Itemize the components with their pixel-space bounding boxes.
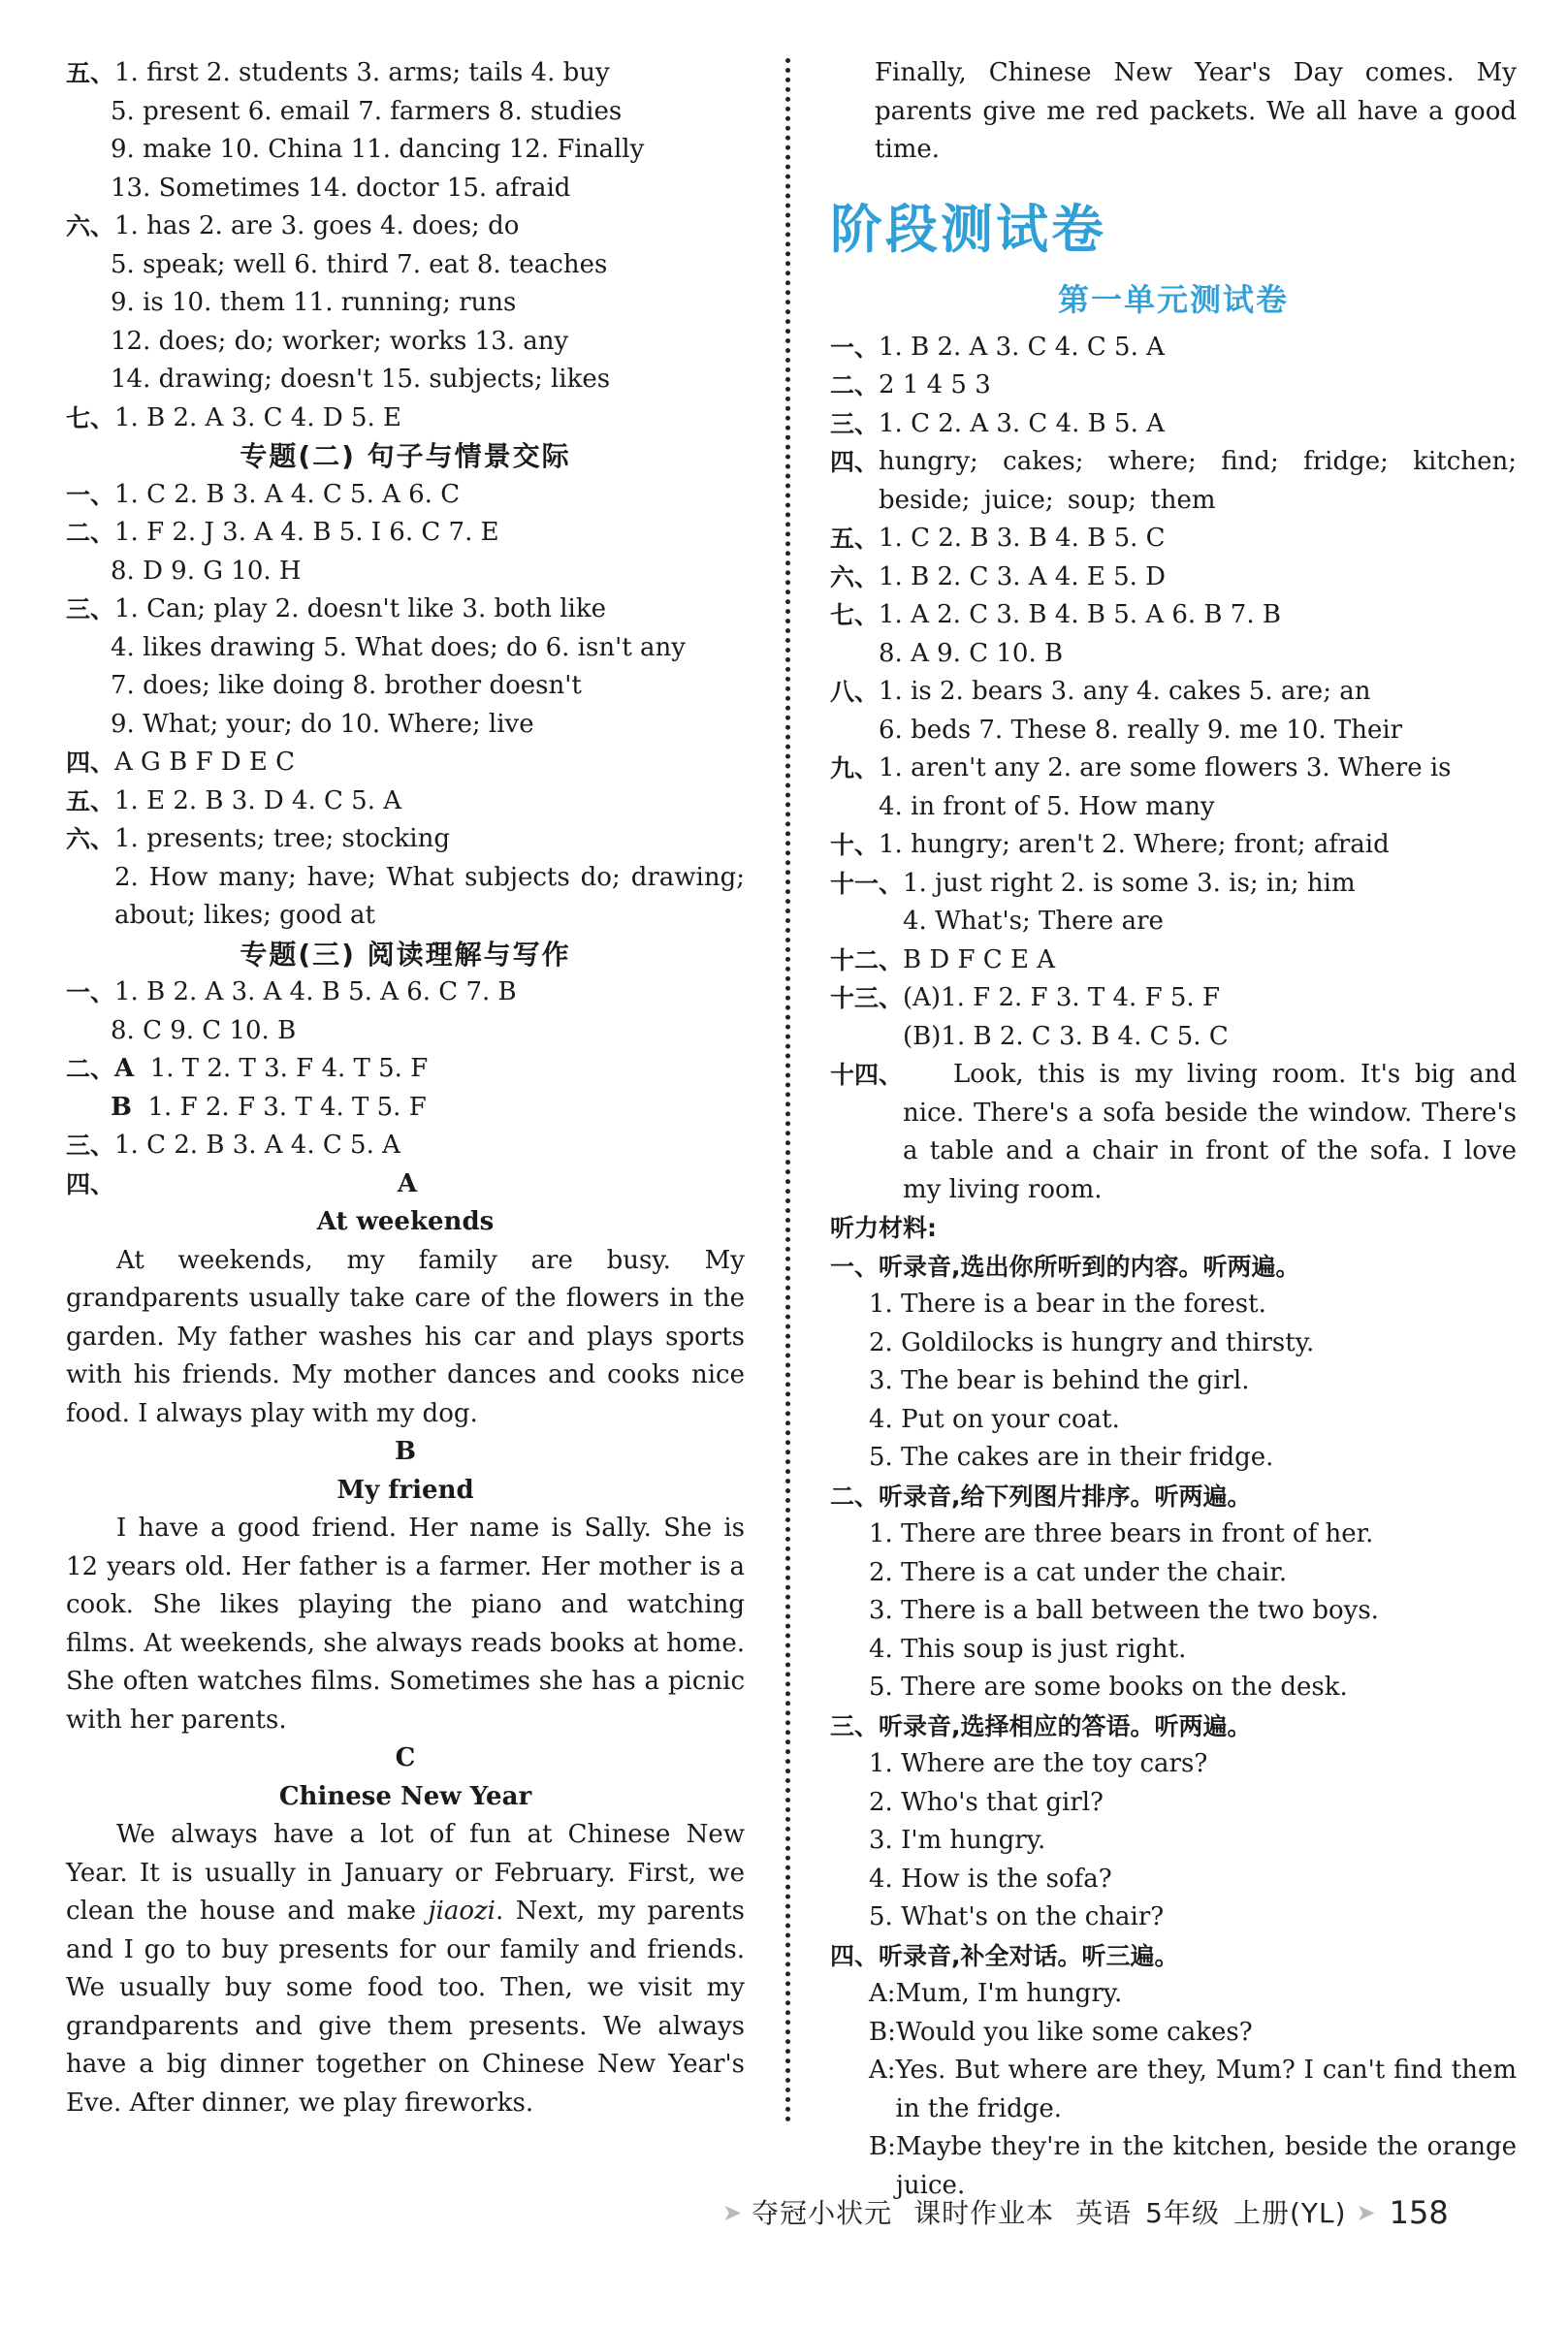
part-label: A [114,1054,135,1083]
listening-item: 3. I'm hungry. [869,1826,1046,1855]
left-column [66,54,745,2122]
topic-2-section-5 [66,782,745,821]
essay-letter: B [395,1437,416,1466]
answer-line: 1. F 2. J 3. A 4. B 5. I 6. C 7. E [114,518,499,547]
answer-line: 8. A 9. C 10. B [879,638,1064,668]
test-q10 [830,826,1517,865]
topic-3-section-4 [66,1165,745,1204]
speaker: A: [869,1979,896,2008]
answer-line: 1. hungry; aren't 2. Where; front; afraid [879,830,1390,859]
answer-line: hungry; cakes; where; find; fridge; kitchen; beside; juice; soup; them [879,447,1517,515]
essay-b [66,1433,745,1739]
section-label: 三、 [66,1132,115,1160]
answer-line: 5. speak; well 6. third 7. eat 8. teaches [111,249,608,279]
section-label: 七、 [66,403,115,432]
listening-item: 2. Goldilocks is hungry and thirsty. [869,1327,1315,1357]
listening-item: 4. How is the sofa? [869,1864,1112,1894]
section-label: 十一、 [830,869,904,898]
section-label: 一、 [66,978,115,1006]
section-label: 六、 [830,562,880,591]
topic-3-heading: 专题(三) 阅读理解与写作 [240,938,571,971]
answer-line: 1. presents; tree; stocking [114,824,450,853]
listening-item: 3. The bear is behind the girl. [869,1366,1250,1395]
answer-line: 5. present 6. email 7. farmers 8. studies [111,96,623,126]
section-label: 二、 [830,371,880,399]
speaker: B: [869,2017,896,2047]
answer-line: 1. C 2. A 3. C 4. B 5. A [879,408,1165,438]
section-label: 六、 [66,212,115,240]
section-label: 二、 [66,519,115,547]
test-q9 [830,749,1517,826]
answer-line: 1. Can; play 2. doesn't like 3. both like [114,594,607,623]
test-q2 [830,367,1517,405]
essay-c [66,1739,745,2122]
listening-part-title: 一、听录音,选出你所听到的内容。听两遍。 [830,1252,1300,1281]
topic-2-heading: 专题(二) 句子与情景交际 [240,440,571,472]
listening-part-1 [830,1248,1517,1478]
answer-line: (A)1. F 2. F 3. T 4. F 5. F [903,983,1220,1012]
section-label: 十四、 [830,1061,904,1089]
answer-line: 1. just right 2. is some 3. is; in; him [903,868,1356,898]
column-divider [785,58,790,2123]
writing-answer: Look, this is my living room. It's big and nice. There's a sofa beside the window. There's a table and a chair in front of the sofa. I love my living room. [903,1060,1517,1204]
listening-item: 2. There is a cat under the chair. [869,1557,1288,1587]
chevron-right-icon: ➤ [722,2199,743,2227]
section-label: 八、 [830,678,880,706]
section-label: 七、 [830,601,880,629]
answer-line: 12. does; do; worker; works 13. any [111,326,569,356]
listening-part-3 [830,1707,1517,1937]
section-label: 六、 [66,825,115,853]
answer-line: 1. C 2. B 3. B 4. B 5. C [879,524,1166,553]
test-q1 [830,329,1517,367]
listening-item: 4. This soup is just right. [869,1634,1187,1664]
listening-part-title: 四、听录音,补全对话。听三遍。 [830,1941,1179,1970]
test-q11 [830,865,1517,941]
speaker: B: [869,2132,896,2161]
answer-line: 1. aren't any 2. are some flowers 3. Where is [879,753,1452,782]
dialogue-line [830,2014,1517,2053]
listening-part-title: 三、听录音,选择相应的答语。听两遍。 [830,1711,1252,1740]
essay-title: At weekends [316,1207,495,1236]
answer-line: 4. What's; There are [903,907,1164,936]
listening-part-title: 二、听录音,给下列图片排序。听两遍。 [830,1482,1252,1511]
section-label: 三、 [66,595,115,623]
listening-item: 1. There is a bear in the forest. [869,1290,1266,1319]
right-column [830,54,1517,2205]
topic-2-section-4 [66,744,745,782]
section-label: 四、 [66,749,115,777]
topic-3-section-1 [66,973,745,1012]
listening-part-2 [830,1478,1517,1707]
answer-line: B D F C E A [903,944,1055,974]
answer-line: 1. A 2. C 3. B 4. B 5. A 6. B 7. B [879,600,1281,629]
answer-section-7 [66,399,745,438]
chevron-right-icon: ➤ [1356,2199,1376,2227]
section-label: 十二、 [830,945,904,974]
answer-line: 1. first 2. students 3. arms; tails 4. buy [114,58,610,87]
footer-book: 课时作业本 [913,2197,1055,2230]
answer-line: 6. beds 7. These 8. really 9. me 10. Their [879,715,1403,745]
answer-line: 1. C 2. B 3. A 4. C 5. A 6. C [114,479,461,509]
essay-title: Chinese New Year [278,1781,532,1811]
essay-italic-word: jiaozi [428,1897,496,1926]
answer-line: 1. is 2. bears 3. any 4. cakes 5. are; an [879,677,1371,706]
answer-line: 4. in front of 5. How many [879,791,1215,821]
essay-body: At weekends, my family are busy. My grandparents usually take care of the flowers in the garden. My father washes his car and plays sports with his friends. My mother dances and cooks nice food. I always play with my dog. [66,1245,745,1428]
dialogue-text: Maybe they're in the kitchen, beside the orange juice. [895,2132,1517,2200]
essay-title: My friend [336,1475,474,1505]
section-label: 一、 [830,333,880,362]
answer-line: 1. B 2. A 3. C 4. C 5. A [879,332,1165,362]
answer-section-5 [66,54,745,93]
test-q3 [830,405,1517,444]
section-label: 五、 [830,525,880,553]
test-q12 [830,941,1517,980]
section-label: 四、 [830,448,880,476]
section-label: 五、 [66,786,115,815]
dialogue-text: Yes. But where are they, Mum? I can't find them in the fridge. [895,2056,1517,2123]
section-label: 二、 [66,1055,115,1083]
dialogue-text: Would you like some cakes? [895,2017,1253,2047]
footer-volume: 上册(YL) [1232,2197,1347,2230]
unit-1-test-title: 第一单元测试卷 [1057,280,1289,318]
page-number: 158 [1389,2194,1449,2232]
topic-3-section-3 [66,1127,745,1165]
dialogue-line [830,1975,1517,2014]
section-label: 十、 [830,831,880,859]
answer-line: 9. What; your; do 10. Where; live [111,709,534,739]
footer-grade: 5年级 [1145,2197,1220,2230]
answer-line: 1. has 2. are 3. goes 4. does; do [114,211,520,240]
essay-body: I have a good friend. Her name is Sally. She is 12 years old. Her father is a farmer. Her mother is a cook. She likes playing the piano and watching films. At weekends, she always reads books at home. She often watches films. Sometimes she has a picnic with her parents. [66,1514,745,1735]
section-label: 三、 [830,409,880,438]
essay-body [66,1816,745,2122]
answer-line: 8. D 9. G 10. H [111,556,302,586]
part-label: B [111,1092,132,1122]
answer-line: 1. F 2. F 3. T 4. T 5. F [147,1092,427,1122]
essay-letter: C [395,1743,416,1772]
answer-line: A G B F D E C [114,748,296,777]
essay-a [66,1203,745,1433]
section-label: 九、 [830,754,880,782]
dialogue-line [830,2052,1517,2128]
speaker: A: [869,2056,896,2085]
page-footer [713,2189,1488,2238]
section-label: 五、 [66,59,115,87]
test-q13 [830,979,1517,1056]
listening-item: 4. Put on your coat. [869,1404,1120,1434]
listening-item: 3. There is a ball between the two boys. [869,1596,1379,1625]
test-q4 [830,443,1517,520]
answer-line: 14. drawing; doesn't 15. subjects; likes [111,365,611,394]
answer-text: 2. How many; have; What subjects do; drawing; about; likes; good at [114,862,745,930]
listening-item: 1. Where are the toy cars? [869,1749,1208,1778]
test-q7 [830,596,1517,673]
listening-item: 1. There are three bears in front of her. [869,1519,1374,1548]
answer-line: 2 1 4 5 3 [879,370,991,399]
test-q5 [830,520,1517,558]
answer-line: 1. B 2. A 3. C 4. D 5. E [114,402,402,432]
topic-2-section-3 [66,590,745,629]
listening-item: 5. What's on the chair? [869,1902,1165,1931]
listening-part-4 [830,1937,1517,2206]
listening-heading: 听力材料: [830,1214,937,1242]
test-q8 [830,673,1517,749]
essay-text: We always have a lot of fun at Chinese New Year. It is usually in January or February. First, we clean the house and make [66,1820,745,1926]
answer-line: 1. B 2. A 3. A 4. B 5. A 6. C 7. B [114,977,517,1006]
listening-item: 2. Who's that girl? [869,1787,1104,1817]
essay-continuation: Finally, Chinese New Year's Day comes. My parents give me red packets. We all have a good time. [875,58,1517,164]
section-label: 四、 [66,1169,115,1198]
answer-line: 1. E 2. B 3. D 4. C 5. A [114,785,402,815]
answer-line: 1. C 2. B 3. A 4. C 5. A [114,1131,400,1160]
stage-test-title: 阶段测试卷 [830,198,1106,260]
answer-line: 13. Sometimes 14. doctor 15. afraid [111,173,571,203]
answer-line: 4. likes drawing 5. What does; do 6. isn't any [111,632,686,662]
answer-section-6 [66,207,745,246]
answer-line: 8. C 9. C 10. B [111,1015,297,1045]
essay-text: . Next, my parents and I go to buy presents for our family and friends. We usually buy some food too. Then, we visit my grandparents and give them presents. We always have a big dinner together on Chinese New Year's Eve. After dinner, we play fireworks. [66,1897,745,2118]
answer-line: 1. B 2. C 3. A 4. E 5. D [879,561,1167,591]
topic-2-section-1 [66,476,745,515]
dialogue-text: Mum, I'm hungry. [895,1979,1123,2008]
answer-line: 9. make 10. China 11. dancing 12. Finally [111,135,645,164]
section-label: 一、 [66,480,115,509]
answer-line: 1. T 2. T 3. F 4. T 5. F [149,1054,429,1083]
answer-line: (B)1. B 2. C 3. B 4. C 5. C [903,1021,1229,1051]
topic-2-section-2 [66,514,745,553]
answer-line: 7. does; like doing 8. brother doesn't [111,671,582,700]
listening-item: 5. There are some books on the desk. [869,1673,1348,1702]
test-q14 [830,1056,1517,1209]
topic-2-section-6 [66,820,745,936]
listening-item: 5. The cakes are in their fridge. [869,1443,1274,1472]
answer-line [114,859,745,936]
footer-subject: 英语 [1075,2197,1133,2230]
section-label: 十三、 [830,984,904,1012]
test-q6 [830,558,1517,597]
essay-letter: A [397,1168,418,1198]
answer-line: 9. is 10. them 11. running; runs [111,288,517,317]
footer-brand: 夺冠小状元 [752,2197,893,2230]
topic-3-section-2 [66,1050,745,1089]
